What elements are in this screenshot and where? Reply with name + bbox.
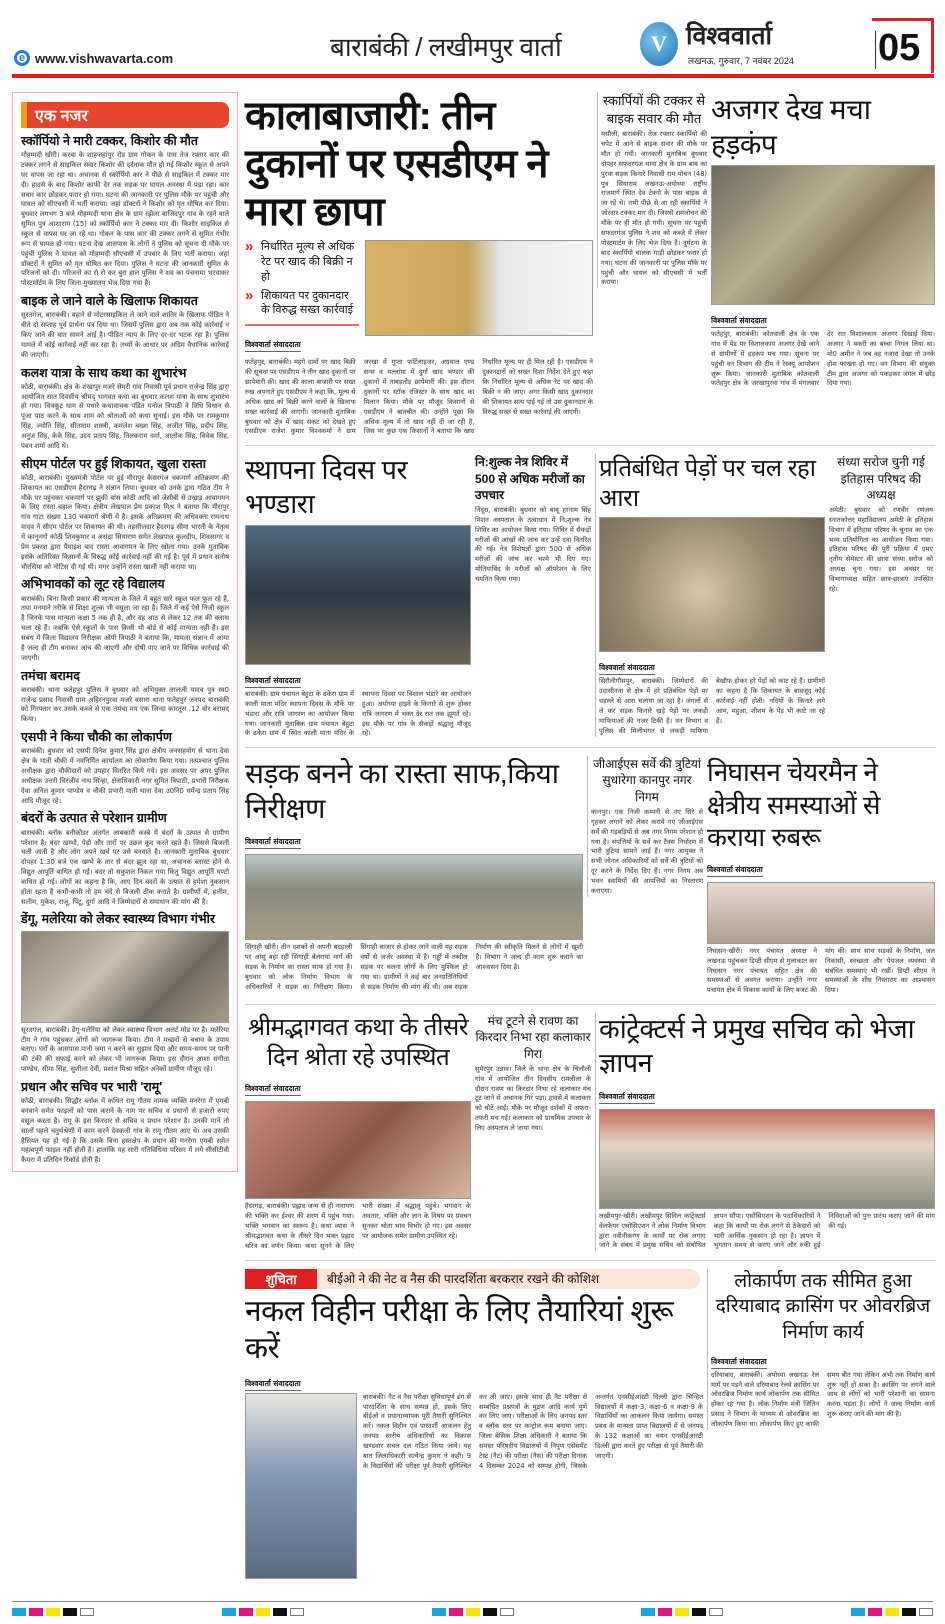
brief-story: [21, 1079, 229, 1166]
brief-body: बाराबंकी। थाना फतेहपुर पुलिस ने बुधवार को अभियुक्त लालजी यादव पुत्र स्व0 राजेन्द्र प्रसाद निवासी ग्राम अहिरनपुरवा मजरे बसारा थाना फतेहपुर जनपद बाराबंकी को गिरफ्तार कर उसके कब्जे से एक तमंचा मय एक जिन्दा कारतूस .12 बोर बरामद किया।: [21, 685, 229, 724]
byline: विश्ववार्ता संवाददाता: [245, 1379, 301, 1391]
banner-tag: शुचिता: [245, 1269, 317, 1289]
bhandara-story: [245, 454, 471, 739]
registration-color-bar: [641, 1608, 723, 1616]
contractors-photo: [599, 1109, 935, 1209]
brief-body: कोठी, बाराबंकी। मुख्यमंत्री पोर्टल पर हुई मीरापुर केसरगंज चकमार्ग अतिक्रमण की शिकायत का एसडीएम हैदरगढ़ ने संज्ञान लिया। बुधवार को उनके द्वारा गठित टीम ने मौके पर पहुंचकर चकमार्ग पर झुकी बांस कोठी आदि को जेसीबी से उखाड़ आवागमन के लिए रास्ता बहाल किया। क्षेत्रीय लेखपाल प्रेम प्रकाश मिश्र ने बताया कि मीरापुर गांव गाटा संख्या 130 चकमार्ग श्रेणी में है। इसके अतिक्रमण की अधिवक्ता रामनाथ यादव ने सीएम पोर्टल पर शिकायत की थी। तहसीलदार हैदरगढ़ सीमा भारती के नेतृत्व में कानूनगो कोठी शिवकुमार व असंद्रा सियाराम समेत लेखपाल कुलदीप, शिवसागर व प्रेम प्रकाश द्वारा पैमाइश बाद रास्ता आवागमन के लिए खोला गया। उनके मुताबिक इसके अतिरिक्त किसानों के विरुद्ध कोई कार्रवाई नहीं की गई है। पूर्व में प्रधान संतोष चौरसिया को नोटिस दी गई थी। मगर उन्होंने रास्ता खाली नहीं कराया था।: [21, 473, 229, 571]
registration-color-bar: [222, 1608, 304, 1616]
ravan-headline: मंच टूटने से रावण का किरदार निभा रहा कलाकार गिरा: [475, 1014, 591, 1061]
brief-title: स्कॉर्पियो ने मारी टक्कर, किशोर की मौत: [21, 134, 199, 148]
lead-story: [245, 92, 593, 437]
shuchita-banner: [245, 1269, 700, 1289]
byline: विश्ववार्ता संवाददाता: [707, 865, 763, 877]
byline: विश्ववार्ता संवाददाता: [245, 1084, 301, 1096]
bhagwat-headline: श्रीमद्भागवत कथा के तीसरे दिन श्रोता रहे उपस्थित: [247, 1014, 469, 1072]
byline: विश्ववार्ता संवाददाता: [599, 1092, 655, 1104]
brief-title: एसपी ने किया चौकी का लोकार्पण: [21, 730, 172, 745]
lead-bullet: » निर्धारित मूल्य से अधिक रेट पर खाद की बिक्री न हो: [245, 240, 359, 285]
brief-body: बाराबंकी। बुधवार को एसपी दिनेश कुमार सिंह द्वारा क्षेत्रीय जनसहयोग से थाना देवा क्षेत्र के माती चौकी में नवनिर्मित कार्यालय का लोकार्पण किया गया। तत्पश्चात पुलिस अधीक्षक द्वारा चौकीदारों को उपहार वितरित किये गये। इस अवसर पर अपर पुलिस अधीक्षक उत्तरी चिरंजीव नाथ सिन्हा, क्षेत्राधिकारी नगर सुमित त्रिपाठी, प्रभारी निरीक्षक देवा अनिल कुमार पाण्डेय व चौकी प्रभारी माती थाना देवा उ0नि0 धर्मेन्द्र प्रताप सिंह आदि मौजूद रहे।: [21, 747, 229, 805]
eye-camp-body: निंदूरा, बाराबंकी। बुधवार को बाबू हरनाम सिंह मिशन अस्पताल के तत्वाधान में नि:शुल्क नेत्र शिविर का आयोजन किया गया। शिविर में सैकड़ों मरीजों की आंखों की जांच कर उन्हें दवा वितरित की गई। नेत्र विशेषज्ञों द्वारा 500 से अधिक मरीजों की जांच कर चश्मे भी दिए गए। मोतियाबिंद के मरीजों को ऑपरेशन के लिए चयनित किया गया।: [475, 505, 591, 584]
bhandara-photo: [245, 525, 471, 665]
divider: [875, 31, 876, 69]
registration-color-bar: [12, 1608, 94, 1616]
byline: विश्ववार्ता संवाददाता: [245, 837, 301, 849]
page-number: 05: [878, 27, 921, 69]
sandhya-body: अमेठी। बुधवार को रणवीर रणंजय स्नातकोत्तर महाविद्यालय अमेठी के इतिहास विभाग में इतिहास परिषद के चुनाव का एक भव्य प्रतियोगिता का आयोजन किया गया। इतिहास परिषद की पूरी प्रक्रिया में एमए तृतीय सेमेस्टर की छात्रा संध्या सरोज को अध्यक्ष चुना गया। इस अवसर पर विभागाध्यक्ष सहित छात्र-छात्राएं उपस्थित रहे।: [829, 505, 933, 594]
lead-body: फतेहपुर, बाराबंकी। महंगे दामों पर खाद बिक्री की सूचना पर एसडीएम ने तीन खाद दुकानों पर छापेमारी की। खाद की काला बाजारी पर सख्त रुख अपनाते हुए एसडीएम ने कहा कि, मूल्य से अधिक खाद को बिक्री करने वालों के खिलाफ सख्त कार्रवाई की जाएगी। जानकारी मुताबिक बुधवार को क्षेत्र में खाद संकट को देखते हुए एसडीएम राजेश कुमार विश्वकर्मा ने ग्राम जरखा में गुप्ता फर्टिलाइजर, अग्रवाल एण्ड सन्स व मल्लांपा में दुर्गा खाद भण्डार की दुकानों में ताबड़तोड़ छापेमारी की। इस दौरान दुकानों पर स्टॉक रजिस्टर के साथ खाद का मिलान किया। मौके पर मौजूद किसानों से एसडीएम ने बातचीत की। उन्होंने पूछा कि अधिक मूल्य में तो खाद नहीं दी जा रही है, जिस पर कुछ एक किसानों ने बताया कि खाद निर्धारित मूल्य पर ही मिल रही है। एसडीएम ने दुकानदारों को सख्त दिशा निर्देश देते हुए कहा कि निर्धारित मूल्य से अधिक रेट पर खाद की बिक्री न की जाए। अगर किसी खाद दुकानदार की शिकायत सत्य पाई गई तो उस दुकानदार के विरुद्ध सख्त से सख्त कार्रवाई की जाएगी।: [245, 358, 593, 436]
divider: [245, 324, 359, 326]
trees-story: [595, 454, 825, 736]
section-title: बाराबंकी / लखीमपुर वार्ता: [330, 32, 562, 62]
official-portrait-photo: [245, 1393, 357, 1579]
python-photo: [711, 165, 935, 305]
road-body: सिंगाही खीरी। तीन दशकों से अपनी बदहाली पर आंसू बहा रही सिंगाही बेलरायां मार्ग की सड़क के निर्माण का रास्ता साफ हो गया है। बुधवार को लोक निर्माण विभाग के अधिकारियों ने सड़क का निरीक्षण किया। सिंगाही बाजार से होकर जाने वाली यह सड़क वर्षों से जर्जर अवस्था में है। गड्ढों में तब्दील सड़क पर चलना लोगों के लिए मुश्किल हो गया था। ग्रामीणों ने कई बार जनप्रतिनिधियों से सड़क निर्माण की मांग की थी। अब सड़क निर्माण की स्वीकृति मिलने से लोगों में खुशी है। विभाग ने जल्द ही काम शुरू कराने का आश्वासन दिया है।: [245, 943, 583, 991]
footer-rule: [12, 1601, 933, 1616]
registration-color-bar: [432, 1608, 514, 1616]
lead-bullet: » शिकायत पर दुकानदार के विरुद्ध सख्त कार्रवाई: [245, 289, 359, 319]
python-body: फतेहपुर, बाराबंकी। कोतवाली क्षेत्र के एक गांव में पेड़ पर विशालकाय अजगर देखे जाने से ग्रामीणों में हड़कंप मच गया। सूचना पर पहुंची वन विभाग की टीम ने रेस्क्यू आपरेशन शुरू किया। जानकारी मुताबिक कोतवाली फतेहपुर क्षेत्र के जरखापुरवा गांव में मंगलवार देर रात विशालकाय अजगर दिखाई दिया। अजगर ने बकरी का बच्चा निगल लिया था। मो0 अमीन ने जब वह नजारा देखा तो उनके होश फाख्ता हो गए। वन विभाग की संयुक्त टीम द्वारा अजगर को पकड़कर जंगल में छोड़ दिया गया।: [711, 330, 935, 388]
brief-body: बाराबंकी। बिना किसी प्रकार की मान्यता के जिले में बहुत सारे स्कूल फल फूल रहे हैं, तथा मनमाने तरीके से शिक्षा शुल्क भी वसूला जा रहा है। जिले में कई ऐसे निजी स्कूल है जिनके पास मान्यता कक्षा 5 तक ही है, और वह आठ से लेकर 12 तक की क्लास चला रहे हैं। जबकि ऐसे स्कूलों के पास किसी भी बोर्ड से कोई मान्यता नहीं है। इस संबंध में जिला विद्यालय निरीक्षक ओपी त्रिपाठी ने बताया कि, मामला संज्ञान में आया है जल्द ही टीम बनाकर जांच की जाएगी और दोषी पाए जाने पर विधिक कार्रवाई की जाएगी।: [21, 594, 229, 662]
byline: विश्ववार्ता संवाददाता: [711, 316, 767, 328]
byline: विश्ववार्ता संवाददाता: [245, 676, 301, 688]
scorpio-headline: स्कार्पियों की टक्कर से बाइक सवार की मौत: [603, 93, 705, 126]
brand-name: विश्ववार्ता: [686, 22, 773, 50]
brief-story: [21, 133, 229, 289]
gis-story: [587, 756, 703, 897]
exam-story: [245, 1269, 703, 1579]
brief-body: कोठी, बाराबंकी। सिद्धौर ब्लॉक में कथित रामू गौतम नामक व्यक्ति मनरेगा में एमबी बनवाने समेत फाइलों को पास कराने के नाम पर सचिव व प्रधानों से हजारों रुपए वसूल करता है। रामू के इस किरदार से सचिव व प्रधान परेशान है। उनकी मानें तो सालों पहले चतुर्थश्रेणी में काम करने देवकली गांव के रामू गौतम आए थे। अब उसकी हैसियत यह हो गई है कि उसके बिना हस्तक्षेप के प्रधान की मनरेगा एमबी समेत महत्वपूर्ण फाइल नहीं होती है। हालांकि यह सारी गतिविधियां परिसर में लगे सीसीटीवी कैमरा में प्रतिदिन रिकॉर्ड होती हैं।: [21, 1097, 229, 1165]
brief-title: तमंचा बरामद: [21, 668, 80, 683]
contractors-body: लखीमपुर-खीरी। लखीमपुर सिविल कांट्रेक्टर्स वेलफेयर एसोसिएशन ने लोक निर्माण विभाग द्वारा नवीनीकरण के कार्यों पर रोक लगाए जाने के संबंध में प्रमुख सचिव को संबोधित ज्ञापन सौंपा। एसोसिएशन के पदाधिकारियों ने कहा कि कार्यों पर रोक लगने से ठेकेदारों को भारी आर्थिक नुकसान हो रहा है। ज्ञापन में भुगतान समय से कराए जाने और रुकी हुई निविदाओं को पुनः प्रारंभ कराए जाने की मांग की गई।: [599, 1211, 935, 1250]
byline: विश्ववार्ता संवाददाता: [711, 1357, 767, 1369]
brief-story: [21, 810, 229, 907]
brief-story: [21, 293, 229, 360]
bhandara-body: बाराबंकी। ग्राम पंचायत बेहुटा के ढकेरा ग्राम में काली माता मंदिर स्थापना दिवस के मौके पर भंडारा और रात्रि जागरण का आयोजन किया गया। जानकारी मुताबिक ग्राम पंचायत बेहुटा के ढकेरा ग्राम में स्थित काली माता मंदिर के स्थापना दिवस पर विशाल भंडारे का आयोजन हुआ। अयोध्या हाइवे के किनारे से शुरू होकर रात्रि जागरण में भक्त देर रात तक झूमते रहे। इस मौके पर गांव के सैकड़ों श्रद्धालु मौजूद रहे।: [245, 689, 471, 738]
ravan-body: सुमेरपुर उन्नाव। जिले के थाना क्षेत्र के चिलौली गांव में आयोजित तीन दिवसीय रामलीला के दौरान रावण का किरदार निभा रहे कलाकार मंच टूट जाने से अचानक गिर पड़ा। हादसे में कलाकार को चोटें आईं। मौके पर मौजूद दर्शकों में अफरा-तफरी मच गई। कलाकार को प्राथमिक उपचार के लिए अस्पताल ले जाया गया।: [475, 1064, 591, 1133]
eye-camp-story: [475, 454, 591, 585]
brief-body: सूरतगंज, बाराबंकी। डेंगू-मलेरिया को लेकर स्वास्थ्य विभाग अलर्ट मोड पर है। मलेरिया टीम ने गांव पहुंचकर लोगों को जागरूक किया। टीम ने मच्छरों से बचाव के उपाय बताए। घरों के आसपास पानी जमा न करने का सुझाव दिया और समय-समय पर पानी की टंकी की सफाई करने को लेकर भी जागरूक किया। इस दौरान आशा संगीता पाण्डेय, सीमा सिंह, सुशीला देवी, प्रशांत मिश्रा सहित अनेकों ग्रामीण मौजूद रहे।: [21, 1025, 229, 1074]
brand-logo-icon: V: [640, 22, 678, 66]
contractors-story: [595, 1013, 935, 1251]
brief-story: [21, 365, 229, 452]
exam-headline: नकल विहीन परीक्षा के लिए तैयारियां शुरू करें: [245, 1294, 674, 1366]
bhagwat-katha-photo: [245, 1101, 471, 1199]
byline: विश्ववार्ता संवाददाता: [245, 340, 301, 352]
overbridge-headline: लोकार्पण तक सीमित हुआ दरियाबाद क्रासिंग पर ओवरब्रिज निर्माण कार्य: [715, 1270, 931, 1343]
overbridge-body: दरियाबाद, बाराबंकी। अयोध्या लखनऊ रेल मार्ग पर पड़ने वाले दरियाबाद रेलवे क्रासिंग पर ओवरब्रिज निर्माण कार्य लोकार्पण तक सीमित होकर रह गया है। लोक निर्माण मंत्री जितिन प्रसाद ने विभाग के माध्यम से ओवरब्रिज का लोकार्पण किया था। लोकार्पण किए हुए काफी समय बीत गया लेकिन अभी तक निर्माण कार्य शुरू नहीं हो सका है। क्रासिंग पर लगने वाले जाम से लोगों को भारी परेशानी का सामना करना पड़ता है। लोगों ने जल्द निर्माण कार्य शुरू कराए जाने की मांग की है।: [711, 1370, 935, 1429]
brief-title: डेंगू, मलेरिया को लेकर स्वास्थ्य विभाग गंभीर: [21, 912, 216, 927]
brief-story: [21, 576, 229, 663]
fertilizer-shop-photo: [365, 240, 593, 336]
bhagwat-body: हैदरगढ़, बाराबंकी। प्रह्लाद जन्म से ही नारायण की भक्ति कर ईश्वर की शरण में पहुंच गया। भक्ति भगवान का स्वरूप है। कथा व्यास ने श्रीमद्भागवत कथा के तीसरे दिन भक्त प्रह्लाद चरित्र का वर्णन किया। कथा सुनने के लिए भारी संख्या में श्रद्धालु पहुंचे। भगवान के अवतार, भक्ति और ज्ञान के विषय पर प्रवचन सुनकर श्रोता भाव विभोर हो गए। इस अवसर पर आयोजक समेत ग्रामीण उपस्थित रहे।: [245, 1202, 471, 1250]
road-headline: सड़क बनने का रास्ता साफ,किया निरीक्षण: [245, 758, 559, 825]
site-url-text: www.vishwavarta.com: [35, 50, 174, 66]
brief-story: [21, 456, 229, 573]
ek-nazar-label: एक नजर: [21, 102, 229, 128]
site-url[interactable]: [14, 50, 173, 66]
row-1: [245, 92, 935, 446]
brief-title: सीएम पोर्टल पर हुई शिकायत, खुला रास्ता: [21, 456, 206, 471]
brief-story: [21, 911, 229, 1074]
brief-story: [21, 668, 229, 726]
lead-bullets: [245, 240, 359, 354]
road-story: [245, 756, 583, 992]
nighasan-body: निघासन-खीरी। नगर पंचायत अध्यक्ष ने लखनऊ पहुंचकर डिप्टी सीएम से मुलाकात कर निघासन नगर पंचायत सहित क्षेत्र की समस्याओं से अवगत कराया। उन्होंने नगर पंचायत क्षेत्र में विकास कार्यों के लिए बजट की मांग की। साथ साथ सड़कों के निर्माण, जल निकासी, स्वच्छता और पेयजल व्यवस्था से संबंधित समस्याएं भी रखीं। डिप्टी सीएम ने समस्याओं के शीघ्र निस्तारण का आश्वासन दिया।: [707, 946, 935, 995]
row-3: [245, 756, 935, 1005]
brief-title: अभिभावकों को लूट रहे विद्यालय: [21, 577, 165, 592]
trees-body: सिरौलीगौसपुर, बाराबंकी। जिम्मेदारों की उदासीनता से क्षेत्र में हरे प्रतिबंधित पेड़ों पर धड़ल्ले से आरा चलाया जा रहा है। जंगलों से ले कर सड़क किनारे खड़े पेड़ों पर लकड़ी माफियाओं की नजर टिकी है। वन विभाग व पुलिस की मिलीभगत से लकड़ी माफिया बेखौफ होकर हरे पेड़ों को काट रहे हैं। ग्रामीणों का कहना है कि शिकायत के बावजूद कोई कार्रवाई नहीं होती। नदियों के किनारे लगे आम, महुआ, शीशम के पेड़ भी काटे जा रहे हैं।: [599, 677, 825, 735]
main-area: [245, 92, 935, 1595]
header-rule: [12, 74, 934, 78]
scorpio-story: [597, 92, 707, 288]
brief-body: मोहम्मदी खीरी। करबा के शाहजहांपुर रोड ग्राम गोकन के पास तेज रफ्तार कार की टक्कर लगने से साइकिल सवार किशोर की दर्दनाक मौत हो गई किशोर स्कूल से अपने घर वापस जा रहा था। अचानक से स्कॉर्पियो कार ने पीछे से साइकिल में टक्कर मार दी। हादसे के बाद किशोर काफी देर तक सड़क पर घायल अवस्था में पड़ा रहा। कार सवार कार छोड़कर फरार हो गया। घटना की जानकारी पर पुलिस मौके पर पहुंची और घायल को सीएचसी में भर्ती कराया। जहां डॉक्टरों ने किशोर को मृत घोषित कर दिया। बुधवार लगभग 3 बजे मोहम्मदी थाना क्षेत्र के ग्राम रझेला बाजिदपुर गांव के रहने वाले सुमित पुत्र आशाराम (15) को स्कॉर्पियो कार ने टक्कर मार दी। किशोर साइकिल से स्कूल से वापस घर जा रहे था। गोकन के पास कार की टक्कर लगने से सुमित गंभीर रूप से घायल हो गया। घटना देख आसपास के लोगों ने पुलिस को सूचना दी मौके पर पहुंची पुलिस ने घायल को मोहम्मदी सीएचसी में उपचार के लिए भर्ती कराया। जहां डॉक्टरों ने सुमित को मृत घोषित कर दिया। पुलिस ने घटना की जानकारी सुमित के परिजनों को दी। परिजनों का रो रो कर बुरा हाल पुलिस ने शव का पंचनामा भरवाकर पोस्टमॉर्टम के लिए जिला मुख्यालय भेज दिया गया है।: [21, 151, 229, 288]
nighasan-story: [707, 756, 935, 996]
gis-body: कानपुर। एक निजी कम्पनी से नए सिरे से गृहकर लगाने को लेकर कराये गए जीआईएस सर्वे की गड़बड़ियों से अब नगर निगम परेशान हो गया है। संपत्तियों के सर्वे कर टैक्स निर्धारण में भारी त्रुटियां सामने आई हैं। नगर आयुक्त ने सभी जोनल अधिकारियों को सर्वे की त्रुटियों को दूर करने के निर्देश दिए हैं। नगर निगम अब भवन स्वामियों की आपत्तियों का निस्तारण कराएगा।: [591, 807, 703, 895]
ek-nazar-column: [12, 92, 238, 1172]
page-number-box: [872, 18, 934, 73]
row-2: [245, 454, 935, 748]
bhandara-headline: स्थापना दिवस पर भण्डारा: [245, 455, 407, 520]
overbridge-story: [707, 1269, 935, 1430]
cut-tree-photo: [599, 517, 825, 652]
eye-camp-headline: नि:शुल्क नेत्र शिविर में 500 से अधिक मरीजों का उपचार: [475, 455, 585, 502]
gis-headline: जीआईएस सर्वे की त्रुटियां सुधारेगा कानपुर नगर निगम: [593, 757, 701, 804]
brief-title: प्रधान और सचिव पर भारी 'रामू': [21, 1079, 163, 1094]
python-headline: अजगर देख मचा हड़कंप: [711, 94, 871, 160]
brief-story: [21, 729, 229, 806]
health-team-photo: [21, 931, 229, 1023]
lead-headline: कालाबाजारी: तीन दुकानों पर एसडीएम ने मारा छापा: [245, 94, 548, 234]
nighasan-headline: निघासन चेयरमैन ने क्षेत्रीय समस्याओं से कराया रुबरू: [707, 757, 880, 853]
sandhya-story: [829, 454, 933, 595]
brief-title: बंदरों के उत्पात से परेशान ग्रामीण: [21, 811, 167, 826]
python-story: [711, 92, 935, 389]
contractors-headline: कांट्रेक्टर्स ने प्रमुख सचिव को भेजा ज्ञापन: [599, 1014, 915, 1078]
banner-text: बीईओ ने की नेट व नैस की पारदर्शिता बरकरार रखने की कोशिश: [327, 1272, 600, 1287]
brief-body: बाराबंकी। ब्लॉक बनीकोडर अंतर्गत आबकारी कस्बे में बंदरों के उत्पात से ग्रामीण परेशान है। बंदर खम्भो, पेड़ो और तारों पर उछल कूद करते रहते है। जिससे बिजली चली जाती है और लोग अपने खर्च पर उसे बनवाते है। जानकारी मुताबिक बुधवार दोपहर 1:30 बजे एक खम्भे के तार से बंदर झूल रहा था, अचानक ब्लास्ट होने से विद्युत आपूर्ति बाधित हो गई। बंदर तो सकुशल निकल गया किंतु विद्युत आपूर्ति घण्टो बाधित हो गई। लोगों का कहना है कि, आए दिन बंदरों के उत्पात से हमेशा नुकसान होता रहता है कभी-कभी तो हम चंदे से बिजली ठीक कराते है। ग्रामीणों में, हलीम, सलीम, मुकेश, राजू, पिंटू, दुर्गा आदि ने जिम्मेदारों से समाधान की मांग की है।: [21, 828, 229, 906]
registration-color-bar: [851, 1608, 933, 1616]
trees-headline: प्रतिबंधित पेड़ों पर चल रहा आरा: [599, 455, 816, 513]
scorpio-body: मसौली, बाराबंकी। तेज रफ्तार स्कार्पियो की चपेट में आने से बाइक सवार की मौके पर मौत हो गयी। जानकारी मुताबिक बुधवार दोपहर सफदरगंज थाना क्षेत्र के ग्राम बाब का पुरवा सड़क किनारे निवासी राम मोचन (48) पुत्र सियाराम लखनऊ-अयोध्या राष्ट्रीय राजमार्ग स्थित देव टेक्नो के पास बाइक से जा रहे थे। तभी पीछे से आ रही स्कार्पियो ने जोरदार टक्कर मार दी। जिससे रामलोचन की मौके पर ही मौत हो गयी। सूचना पर पहुंची सफदरगंज पुलिस ने शव को कब्जे में लेकर पोस्टमार्टम के लिए भेज दिया है। दुर्घटना के बाद स्कार्पियो चालक गाड़ी छोड़कर फरार हो गया। घटना की जानकारी पर पुलिस मौके पर पहुंची और घायल को सीएचसी में भर्ती कराया।: [601, 130, 707, 287]
brief-body: कोठी, बाराबंकी। क्षेत्र के शंखापुर मजरे सेमरी गांव निवासी पूर्व प्रधान राजेन्द्र सिंह द्वारा आयोजित सात दिवसीय श्रीमद् भागवत कथा का बुधवार कलश यात्रा के साथ शुभारंभ हो गया। चित्रकूट धाम से पधारे कथावाचक पंडित मनोज त्रिपाठी ने विधि विधान से पूजा पाठ करने के साथ शाम को श्रोताओं को कथा सुनाई। इस मौके पर रामकुमार सिंह, ज्योति सिंह, सीताराम शास्त्री, कमलेश बख्श सिंह, अजीत सिंह, प्रदीप सिंह, अनुज सिंह, केके सिंह, उदय प्रताप सिंह, तिलकराम वर्मा, आलोक सिंह, विवेक सिंह, पवन शर्मा आदि थे।: [21, 382, 229, 450]
brief-body: सूरतगंज, बाराबंकी। बहाने से मोटरसाइकिल ले जाने वाले शातिर के खिलाफ पीड़ित ने बीते दो सप्ताह पूर्व प्रार्थना पत्र दिया था। जिसमें पुलिस द्वारा अब तक कोई कार्रवाई न किए जाने की बात सामने आई है। पीड़ित न्याय के लिए दर-दर भटक रहा है। पुलिस मामले में कोई कार्रवाई नहीं कर रहा है। तथ्यों के आधार पर अग्रिम वैधानिक कार्रवाई की जाएगी।: [21, 311, 229, 359]
byline: विश्ववार्ता संवाददाता: [599, 663, 655, 675]
exam-content: [245, 1393, 703, 1579]
chairman-meeting-photo: [707, 882, 935, 944]
dateline: लखनऊ, गुरुवार, 7 नवंबर 2024: [688, 56, 794, 66]
brief-title: बाइक ले जाने वाले के खिलाफ शिकायत: [21, 294, 198, 309]
row-5: [245, 1269, 935, 1587]
sandhya-headline: संध्या सरोज चुनी गई इतिहास परिषद की अध्यक्ष: [837, 455, 925, 502]
lead-top: [245, 240, 593, 354]
browser-e-icon: e: [14, 50, 30, 66]
exam-body: बाराबंकी। नैट व नैस परीक्षा सुविधापूर्ण ढंग से पारदर्शिता के साथ सम्पन्न हो, इसके लिए बीईओ व प्रधानाध्यापक पूरी तैयारी सुनिश्चित करें। नकल विहीन एवं पारदर्शी आकलन हेतु जनपद स्तरीय अधिकारियों का विकास खण्डवार सचल दल गठित किया जाये। यह बात जिलाधिकारी सत्येन्द्र कुमार ने कही। 9 के विद्यार्थियों की परीक्षा पूर्व तैयारी सुनिश्चित कर ली जाए। इसके साथ ही नैट परीक्षा से सम्बंधित प्रश्नपत्रों के मुद्रण आदि कार्य पूर्ण कर लिए जाएं। परीक्षाओं के लिए जनपद स्तर व ब्लॉक स्तर पर कन्ट्रोल रूम बनाया जाए। जिला बेसिक शिक्षा अधिकारी ने बताया कि समस्त परिषदीय विद्यालयों में निपुण एसेसमेंट टेस्ट (नैट) की परीक्षा (नैस) की परीक्षा दिनांक 4 दिसम्बर 2024 को सम्पन्न होगी, जिसके अन्तर्गत एनसीईआरटी दिल्ली द्वारा चिन्हित विद्यालयों में कक्षा-3, कक्षा-6 व कक्षा-9 के विद्यार्थियों का आकलन किया जायेगा। समस्त प्रबंध के मान्यता प्राप्त विद्यालयों में से जनपद के 132 कक्षाओं का चयन एनसीईआरटी दिल्ली द्वारा करते हुए परीक्षा से पूर्व तैयारी की जाएगी।: [363, 1392, 703, 1470]
road-photo: [245, 854, 583, 940]
row-4: [245, 1013, 935, 1260]
ravan-story: [475, 1013, 591, 1134]
bhagwat-story: [245, 1013, 471, 1251]
brief-title: कलश यात्रा के साथ कथा का शुभारंभ: [21, 365, 187, 380]
